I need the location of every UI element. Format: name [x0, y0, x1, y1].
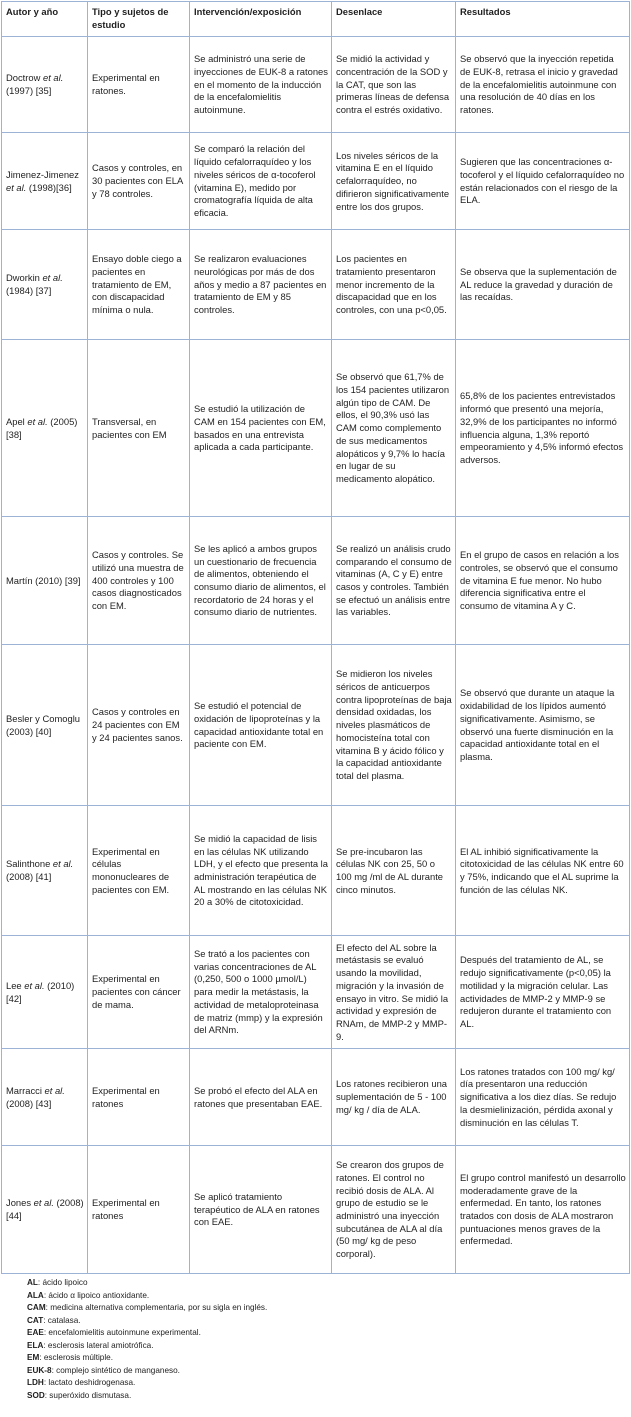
author-name: Lee	[6, 979, 25, 991]
footnote-text: : complejo sintético de manganeso.	[51, 1365, 180, 1375]
cell-outcome: Los niveles séricos de la vitamina E en el líquido cefalorraquídeo, no difirieron significativamente entre los dos grupos.	[332, 133, 456, 230]
footnote-text: : ácido lipoico	[37, 1278, 88, 1287]
author-et-al: et al.	[43, 72, 64, 84]
header-intervention: Intervención/exposición	[190, 2, 332, 37]
cell-author	[2, 340, 88, 517]
footnote-abbr: ELA	[27, 1340, 44, 1350]
cell-study-type: Experimental en ratones	[88, 1049, 190, 1146]
cell-study-type: Experimental en ratones.	[88, 37, 190, 133]
author-name: Jimenez-Jimenez	[6, 168, 79, 180]
footnote-text: : superóxido dismutasa.	[44, 1390, 132, 1400]
footnote-abbr: EAE	[27, 1328, 44, 1337]
footnote-text: : esclerosis lateral amiotrófica.	[43, 1340, 154, 1350]
footnote-item	[27, 1390, 631, 1403]
cell-intervention: Se administró una serie de inyecciones de EUK-8 a ratones en el momento de la inducción de la encefalomielitis autoinmune.	[190, 37, 332, 133]
cell-results: En el grupo de casos en relación a los controles, se observó que el consumo de vitamina E fue menor. No hubo diferencia significativa entre el consumo de vitamina A y C.	[456, 517, 630, 645]
footnote-item	[27, 1340, 631, 1353]
author-name: Marracci	[6, 1084, 45, 1096]
author-name: Besler y Comoglu (2003) [40]	[6, 712, 80, 737]
abbreviations-footnotes	[27, 1277, 631, 1402]
cell-intervention: Se probó el efecto del ALA en ratones que presentaban EAE.	[190, 1049, 332, 1146]
footnote-item	[27, 1352, 631, 1365]
cell-results: Los ratones tratados con 100 mg/ kg/ día presentaron una reducción significativa a los diez días. Se redujo la desmielinización, pérdida axonal y disminución en las células T.	[456, 1049, 630, 1146]
footnote-item	[27, 1315, 631, 1328]
cell-outcome: Se midieron los niveles séricos de anticuerpos contra lipoproteínas de baja densidad oxidadas, los niveles plasmáticos de homocisteína total con vitamina B y ácido fólico y la capacidad antioxidante total del plasma.	[332, 645, 456, 806]
cell-study-type: Experimental en pacientes con cáncer de mama.	[88, 936, 190, 1049]
author-year: (1998)[36]	[26, 181, 72, 193]
cell-author	[2, 1049, 88, 1146]
cell-author	[2, 645, 88, 806]
cell-intervention: Se les aplicó a ambos grupos un cuestionario de frecuencia de alimentos, obteniendo el consumo diario de alimentos, el recordatorio de 24 horas y el consumo diario de nutrientes.	[190, 517, 332, 645]
footnote-item	[27, 1365, 631, 1378]
header-outcome: Desenlace	[332, 2, 456, 37]
header-author-year: Autor y año	[2, 2, 88, 37]
author-et-al: et al.	[52, 858, 74, 870]
cell-outcome: Se crearon dos grupos de ratones. El control no recibió dosis de ALA. Al grupo de estudio se le administró una inyección subcutánea de ALA al día (50 mg/ kg de peso corporal).	[332, 1146, 456, 1274]
cell-intervention: Se aplicó tratamiento terapéutico de ALA en ratones con EAE.	[190, 1146, 332, 1274]
footnote-item	[27, 1277, 631, 1290]
cell-results: Se observa que la suplementación de AL reduce la gravedad y duración de las recaídas.	[456, 230, 630, 340]
footnote-text: : ácido α lipoico antioxidante.	[43, 1290, 150, 1300]
author-year: (1984) [37]	[6, 285, 52, 296]
footnote-text: : encefalomielitis autoinmune experimental.	[43, 1328, 201, 1337]
footnote-item	[27, 1302, 631, 1315]
footnote-text: : medicina alternativa complementaria, por su sigla en inglés.	[45, 1303, 268, 1312]
cell-intervention: Se trató a los pacientes con varias concentraciones de AL (0,250, 500 o 1000 µmol/L) para medir la metástasis, la actividad de metaloproteinasa de matriz (mmp) y la expresión del ARNm.	[190, 936, 332, 1049]
footnote-text: : catalasa.	[43, 1315, 81, 1325]
cell-study-type: Casos y controles, en 30 pacientes con ELA y 78 controles.	[88, 133, 190, 230]
table-row	[2, 936, 630, 1049]
table-row	[2, 230, 630, 340]
cell-results: El AL inhibió significativamente la citotoxicidad de las células NK entre 60 y 75%, indicando que el AL suprime la función de las células NK.	[456, 806, 630, 936]
table-row	[2, 1049, 630, 1146]
footnote-item	[27, 1377, 631, 1390]
cell-author	[2, 1146, 88, 1274]
author-et-al: et al.	[27, 415, 48, 427]
cell-author	[2, 936, 88, 1049]
document	[0, 1, 631, 1402]
cell-author	[2, 517, 88, 645]
author-et-al: et al.	[33, 1197, 54, 1209]
author-name: Doctrow	[6, 72, 43, 84]
footnote-abbr: AL	[27, 1278, 38, 1287]
cell-outcome: Se realizó un análisis crudo comparando el consumo de vitaminas (A, C y E) entre casos y controles. También se efectuó un análisis entre las variables.	[332, 517, 456, 645]
cell-outcome: Los pacientes en tratamiento presentaron menor incremento de la discapacidad que en los controles, con una p<0,05.	[332, 230, 456, 340]
author-year: (2005) [38]	[6, 415, 78, 440]
cell-results: Se observó que durante un ataque la oxidabilidad de los lípidos aumentó significativamente. Asimismo, se observó una fuerte disminución en la capacidad antioxidante total en el plasma.	[456, 645, 630, 806]
table-row	[2, 1146, 630, 1274]
author-name: Jones	[6, 1197, 34, 1209]
cell-outcome: Se pre-incubaron las células NK con 25, 50 o 100 mg /ml de AL durante cinco minutos.	[332, 806, 456, 936]
table-row	[2, 37, 630, 133]
cell-intervention: Se midió la capacidad de lisis en las células NK utilizando LDH, y el efecto que presenta la administración terapéutica de AL mostrando en las células NK 20 a 30% de citotoxicidad.	[190, 806, 332, 936]
footnote-abbr: SOD	[27, 1390, 45, 1400]
footnote-text: : lactato deshidrogenasa.	[43, 1378, 136, 1387]
table-row	[2, 133, 630, 230]
author-name: Dworkin	[6, 272, 43, 284]
table-row	[2, 645, 630, 806]
author-year: (1997) [35]	[6, 85, 52, 96]
cell-intervention: Se realizaron evaluaciones neurológicas por más de dos años y medio a 87 pacientes en tratamiento de EM y 85 controles.	[190, 230, 332, 340]
header-results: Resultados	[456, 2, 630, 37]
studies-table	[1, 1, 630, 1274]
footnote-abbr: LDH	[27, 1378, 44, 1387]
cell-author	[2, 230, 88, 340]
footnote-abbr: CAM	[27, 1303, 46, 1312]
cell-study-type: Casos y controles en 24 pacientes con EM y 24 pacientes sanos.	[88, 645, 190, 806]
cell-results: El grupo control manifestó un desarrollo moderadamente grave de la enfermedad. En tanto, los ratones tratados con dosis de ALA mostraron puntuaciones menos graves de la enfermedad.	[456, 1146, 630, 1274]
cell-results: Después del tratamiento de AL, se redujo significativamente (p<0,05) la motilidad y la migración celular. Las actividades de MMP-2 y MMP-9 se redujeron durante el tratamiento con AL.	[456, 936, 630, 1049]
cell-outcome: Se midió la actividad y concentración de la SOD y la CAT, que son las primeras líneas de defensa contra el estrés oxidativo.	[332, 37, 456, 133]
footnote-abbr: EM	[27, 1353, 40, 1362]
author-name: Salinthone	[6, 858, 53, 870]
author-et-al: et al.	[44, 1084, 65, 1096]
author-et-al: et al.	[42, 272, 63, 284]
footnote-text: : esclerosis múltiple.	[39, 1353, 113, 1362]
footnote-abbr: CAT	[27, 1315, 44, 1325]
cell-intervention: Se estudió el potencial de oxidación de lipoproteínas y la capacidad antioxidante total en paciente con EM.	[190, 645, 332, 806]
table-header-row	[2, 2, 630, 37]
cell-outcome: Los ratones recibieron una suplementación de 5 - 100 mg/ kg / día de ALA.	[332, 1049, 456, 1146]
table-row	[2, 806, 630, 936]
cell-study-type: Transversal, en pacientes con EM	[88, 340, 190, 517]
cell-study-type: Ensayo doble ciego a pacientes en tratamiento de EM, con discapacidad mínima o nula.	[88, 230, 190, 340]
footnote-abbr: ALA	[27, 1290, 44, 1300]
table-row	[2, 517, 630, 645]
author-year: (2008) [44]	[6, 1197, 84, 1221]
footnote-item	[27, 1327, 631, 1340]
cell-author	[2, 37, 88, 133]
footnote-abbr: EUK-8	[27, 1365, 52, 1375]
author-year: (2010) [42]	[6, 979, 75, 1004]
cell-results: Se observó que la inyección repetida de EUK-8, retrasa el inicio y gravedad de la encefalomielitis autoinmune con una resolución de 40 días en los ratones.	[456, 37, 630, 133]
cell-results: 65,8% de los pacientes entrevistados informó que presentó una mejoría, 32,9% de los participantes no informó influencia alguna, 1,3% reportó empeoramiento y 4,5% informó efectos adversos.	[456, 340, 630, 517]
author-et-al: et al.	[24, 979, 45, 991]
cell-study-type: Experimental en ratones	[88, 1146, 190, 1274]
header-study-type: Tipo y sujetos de estudio	[88, 2, 190, 37]
author-name: Apel	[6, 415, 28, 427]
footnote-item	[27, 1290, 631, 1303]
cell-outcome: El efecto del AL sobre la metástasis se evaluó usando la movilidad, migración y la invasión de ensayo in vitro. Se midió la actividad y expresión de RNAm, de MMP-2 y MMP-9.	[332, 936, 456, 1049]
cell-results: Sugieren que las concentraciones α-tocoferol y el líquido cefalorraquídeo no están relacionados con el riesgo de la ELA.	[456, 133, 630, 230]
author-year: (2008) [43]	[6, 1097, 52, 1109]
cell-intervention: Se comparó la relación del líquido cefalorraquídeo y los niveles séricos de α-tocoferol (vitamina E), medido por cromatografía líquida de alta eficacia.	[190, 133, 332, 230]
cell-study-type: Casos y controles. Se utilizó una muestra de 400 controles y 100 casos diagnosticados con EM.	[88, 517, 190, 645]
cell-author	[2, 806, 88, 936]
cell-outcome: Se observó que 61,7% de los 154 pacientes utilizaron algún tipo de CAM. De ellos, el 90,3% usó las CAM como complemento de sus medicamentos alopáticos y 9,7% lo hacía en lugar de su medicamento alopático.	[332, 340, 456, 517]
cell-author	[2, 133, 88, 230]
author-et-al: et al.	[6, 181, 27, 193]
table-row	[2, 340, 630, 517]
author-year: (2008) [41]	[6, 871, 52, 882]
author-name: Martín (2010) [39]	[6, 574, 81, 586]
cell-study-type: Experimental en células mononucleares de pacientes con EM.	[88, 806, 190, 936]
cell-intervention: Se estudió la utilización de CAM en 154 pacientes con EM, basados en una entrevista aplicada a cada participante.	[190, 340, 332, 517]
